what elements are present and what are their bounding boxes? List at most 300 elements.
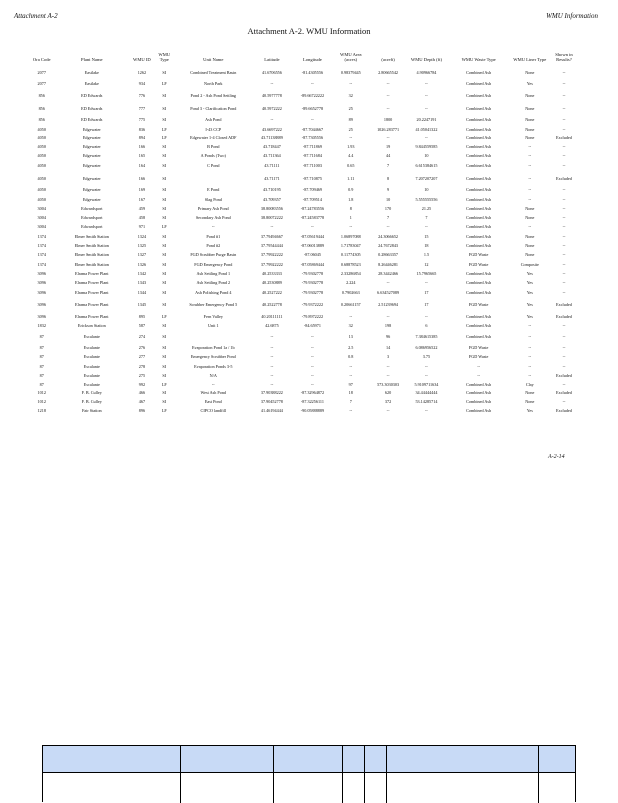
table-cell: None xyxy=(512,114,548,125)
table-cell: 8.26446281 xyxy=(369,259,407,269)
table-cell: 277 xyxy=(130,352,153,361)
table-cell: Elrama Power Plant xyxy=(53,287,130,297)
table-cell: 25 xyxy=(333,125,369,134)
table-cell: -- xyxy=(548,194,580,204)
table-cell: 20.2247191 xyxy=(407,114,445,125)
table-cell: 0.8 xyxy=(333,352,369,361)
table-cell: -- xyxy=(252,79,293,88)
table-row xyxy=(30,388,580,397)
table-row xyxy=(30,231,580,241)
table-cell: 169 xyxy=(130,185,153,194)
table-cell: -- xyxy=(407,222,445,231)
table-cell: 5.555555556 xyxy=(407,194,445,204)
table-cell: -- xyxy=(369,102,407,114)
col-header: WMU ID xyxy=(130,48,153,65)
table-cell: -- xyxy=(252,361,293,371)
table-cell: 41.46194444 xyxy=(252,406,293,415)
table-cell: 573.3030303 xyxy=(369,380,407,388)
table-cell: -- xyxy=(548,88,580,102)
blank-cell xyxy=(365,746,387,773)
wmu-table xyxy=(30,48,580,415)
table-cell: 42.6875 xyxy=(252,321,293,330)
table-cell: -- xyxy=(407,79,445,88)
table-row xyxy=(30,213,580,222)
table-cell: -87.32256111 xyxy=(292,397,333,406)
table-cell: Yes xyxy=(512,406,548,415)
table-cell: Edwardsport xyxy=(53,204,130,213)
blank-cell xyxy=(43,773,181,803)
table-cell: Edgewater xyxy=(53,194,130,204)
table-cell: 1.06897088 xyxy=(333,231,369,241)
table-cell: Combined Ash xyxy=(446,65,512,79)
table-cell: 0.98379445 xyxy=(333,65,369,79)
blank-table-fragment xyxy=(42,745,576,802)
table-cell: -- xyxy=(548,241,580,250)
table-cell: Yes xyxy=(512,269,548,278)
col-header: WMU Area (acres) xyxy=(333,48,369,65)
table-cell: Combined Ash xyxy=(446,388,512,397)
table-cell: SI xyxy=(154,141,175,151)
table-cell: None xyxy=(512,241,548,250)
table-cell: -- xyxy=(512,361,548,371)
table-cell: SI xyxy=(154,297,175,312)
table-cell: Primary Ash Pond xyxy=(175,204,252,213)
table-cell: F. B. Culley xyxy=(53,388,130,397)
table-cell: Erickson Station xyxy=(53,321,130,330)
table-cell: -89.6652778 xyxy=(292,102,333,114)
table-cell: 1.5 xyxy=(407,250,445,259)
blank-cell xyxy=(387,746,539,773)
table-cell: 2.33286854 xyxy=(333,269,369,278)
table-cell: Combined Ash xyxy=(446,287,512,297)
table-cell: 274 xyxy=(130,330,153,343)
table-cell: Combined Ash xyxy=(446,278,512,287)
table-cell: SI xyxy=(154,259,175,269)
table-cell: 1342 xyxy=(130,269,153,278)
table-cell: 32 xyxy=(333,321,369,330)
col-header: (acreft) xyxy=(369,48,407,65)
table-cell: 37.90388222 xyxy=(252,388,293,397)
table-cell: -- xyxy=(369,406,407,415)
table-cell: Eastlake xyxy=(53,79,130,88)
table-row xyxy=(30,222,580,231)
table-cell: -- xyxy=(369,278,407,287)
table-cell: -87.7044667 xyxy=(292,125,333,134)
col-header: Latitude xyxy=(252,48,293,65)
table-cell: Yes xyxy=(512,287,548,297)
table-cell: LF xyxy=(154,406,175,415)
table-cell: 166 xyxy=(130,141,153,151)
col-header: Longitude xyxy=(292,48,333,65)
table-cell: -- xyxy=(512,194,548,204)
table-cell: 856 xyxy=(30,114,53,125)
table-cell: 896 xyxy=(130,406,153,415)
table-cell: Elmer Smith Station xyxy=(53,259,130,269)
table-cell: Yes xyxy=(512,278,548,287)
table-cell: -87.7305556 xyxy=(292,134,333,141)
table-cell: -- xyxy=(292,114,333,125)
table-cell: 18 xyxy=(333,388,369,397)
table-cell: 1325 xyxy=(130,241,153,250)
table-cell: None xyxy=(512,65,548,79)
table-cell: Combined Ash xyxy=(446,125,512,134)
table-cell: F. B. Culley xyxy=(53,397,130,406)
table-cell: 6.634527089 xyxy=(369,287,407,297)
table-cell: 37.79922222 xyxy=(252,250,293,259)
table-cell: 4050 xyxy=(30,159,53,171)
table-cell: Combined Ash xyxy=(446,241,512,250)
table-cell: 40.2522778 xyxy=(252,297,293,312)
table-cell: 1343 xyxy=(130,278,153,287)
table-cell: Pond 2 - Ash Pond Settling xyxy=(175,88,252,102)
table-cell: -79.8972222 xyxy=(292,312,333,321)
table-cell: CIPCO landfill xyxy=(175,406,252,415)
table-cell: Elrama Power Plant xyxy=(53,312,130,321)
table-cell: -- xyxy=(548,361,580,371)
table-cell: Combined Ash xyxy=(446,185,512,194)
table-cell: Fair Station xyxy=(53,406,130,415)
table-cell: 10 xyxy=(407,151,445,159)
table-cell: SI xyxy=(154,287,175,297)
table-cell: FGD Waste xyxy=(446,352,512,361)
table-cell: 3 xyxy=(369,352,407,361)
table-cell: Edgewater xyxy=(53,134,130,141)
table-cell: 15 xyxy=(407,231,445,241)
table-row xyxy=(30,102,580,114)
table-cell: 2077 xyxy=(30,65,53,79)
table-cell: -- xyxy=(548,185,580,194)
table-cell: 3096 xyxy=(30,278,53,287)
table-cell: 43.71171 xyxy=(252,171,293,185)
table-cell: 40.5972222 xyxy=(252,102,293,114)
blank-table-row xyxy=(43,773,575,803)
table-cell: -- xyxy=(548,343,580,352)
table-cell: -- xyxy=(292,371,333,380)
table-cell: Evaporation Pond 1a / 1b xyxy=(175,343,252,352)
blank-cell xyxy=(181,746,274,773)
table-cell: Combined Ash xyxy=(446,171,512,185)
table-cell: 21.25 xyxy=(407,204,445,213)
table-cell: Yes xyxy=(512,312,548,321)
table-cell: C Pond xyxy=(175,159,252,171)
table-cell: 53.14285714 xyxy=(407,397,445,406)
table-cell: A Ponds (Two) xyxy=(175,151,252,159)
table-cell: Ash Pond xyxy=(175,114,252,125)
table-cell: Pond #1 xyxy=(175,231,252,241)
table-row xyxy=(30,287,580,297)
table-cell: -- xyxy=(407,406,445,415)
table-cell: 97 xyxy=(333,380,369,388)
table-cell: FGD Waste xyxy=(446,259,512,269)
table-row xyxy=(30,371,580,380)
table-cell: -- xyxy=(548,151,580,159)
table-cell: 9 xyxy=(369,185,407,194)
table-cell: Combined Ash xyxy=(446,151,512,159)
table-cell: 87 xyxy=(30,361,53,371)
col-header: WMU Waste Type xyxy=(446,48,512,65)
table-cell: SI xyxy=(154,250,175,259)
table-cell: SI xyxy=(154,361,175,371)
table-cell: -- xyxy=(548,213,580,222)
table-cell: None xyxy=(512,88,548,102)
table-cell: -87.32964872 xyxy=(292,388,333,397)
table-cell: Combined Ash xyxy=(446,321,512,330)
table-cell: 1 xyxy=(333,213,369,222)
table-cell: FGD Scrubber Purge Basin xyxy=(175,250,252,259)
table-row xyxy=(30,159,580,171)
table-cell: Edgewater 1-4 Closed ADF xyxy=(175,134,252,141)
table-cell: Escalante xyxy=(53,343,130,352)
running-header-left: Attachment A-2 xyxy=(14,12,58,20)
table-cell: Pond 3 - Clarification Pond xyxy=(175,102,252,114)
table-cell: -87.05619444 xyxy=(292,231,333,241)
table-cell: 4050 xyxy=(30,194,53,204)
table-cell: 275 xyxy=(130,371,153,380)
table-cell: 38.80072222 xyxy=(252,213,293,222)
table-cell: SI xyxy=(154,231,175,241)
table-cell: SI xyxy=(154,65,175,79)
table-cell: 32 xyxy=(333,88,369,102)
table-cell: 25 xyxy=(333,102,369,114)
table-cell: 276 xyxy=(130,343,153,352)
table-cell: N/A xyxy=(175,371,252,380)
table-cell: -- xyxy=(292,380,333,388)
table-cell: 4050 xyxy=(30,141,53,151)
table-cell: ED Edwards xyxy=(53,114,130,125)
table-cell: 894 xyxy=(130,134,153,141)
table-cell: 1326 xyxy=(130,259,153,269)
table-cell: -- xyxy=(548,125,580,134)
table-row xyxy=(30,352,580,361)
table-cell: 40.2530889 xyxy=(252,278,293,287)
table-cell: 4050 xyxy=(30,185,53,194)
table-cell: SI xyxy=(154,330,175,343)
table-cell: -87.711684 xyxy=(292,151,333,159)
table-cell: Scrubber Emergency Pond 5 xyxy=(175,297,252,312)
table-row xyxy=(30,79,580,88)
table-cell: FGD Waste xyxy=(446,297,512,312)
table-cell: 3096 xyxy=(30,312,53,321)
table-row xyxy=(30,297,580,312)
table-cell: Edwardsport xyxy=(53,222,130,231)
table-cell: Combined Ash xyxy=(446,406,512,415)
table-cell: -- xyxy=(407,134,445,141)
table-cell: -87.05869444 xyxy=(292,259,333,269)
table-cell: 2.51239694 xyxy=(369,297,407,312)
table-cell: -87.709469 xyxy=(292,185,333,194)
table-row xyxy=(30,406,580,415)
table-cell: 8 xyxy=(333,204,369,213)
table-cell: -- xyxy=(548,269,580,278)
table-cell: Edgewater xyxy=(53,185,130,194)
table-row xyxy=(30,141,580,151)
table-cell: 4050 xyxy=(30,125,53,134)
table-row xyxy=(30,204,580,213)
table-cell: -- xyxy=(548,159,580,171)
table-cell: 9.844559585 xyxy=(407,141,445,151)
table-cell: LF xyxy=(154,312,175,321)
blank-cell xyxy=(365,773,387,803)
table-cell: 40.2533333 xyxy=(252,269,293,278)
table-cell: Escalante xyxy=(53,352,130,361)
table-cell: -- xyxy=(252,352,293,361)
table-body xyxy=(30,65,580,415)
table-cell: Excluded xyxy=(548,371,580,380)
table-cell: -87.06045 xyxy=(292,250,333,259)
table-cell: Edgewater xyxy=(53,171,130,185)
table-cell: SI xyxy=(154,159,175,171)
table-cell: 1.93 xyxy=(333,141,369,151)
table-cell: 0.9 xyxy=(333,185,369,194)
table-row xyxy=(30,250,580,259)
table-cell: -- xyxy=(512,171,548,185)
table-cell: -87.710875 xyxy=(292,171,333,185)
table-cell: -- xyxy=(407,361,445,371)
table-cell: 43.6697222 xyxy=(252,125,293,134)
table-cell: 1800 xyxy=(369,114,407,125)
table-cell: -- xyxy=(512,321,548,330)
table-cell: -87.24783556 xyxy=(292,204,333,213)
table-cell: 1327 xyxy=(130,250,153,259)
blank-cell xyxy=(539,773,575,803)
table-cell: 2077 xyxy=(30,79,53,88)
table-cell: -87.709514 xyxy=(292,194,333,204)
table-cell: Combined Ash xyxy=(446,312,512,321)
table-cell: SI xyxy=(154,269,175,278)
table-cell: Yes xyxy=(512,297,548,312)
table-cell: -- xyxy=(512,343,548,352)
table-cell: Excluded xyxy=(548,406,580,415)
table-cell: 6 xyxy=(407,321,445,330)
table-cell: FGD Waste xyxy=(446,343,512,352)
table-cell: Elrama Power Plant xyxy=(53,278,130,287)
blank-table xyxy=(43,746,575,803)
table-cell: -- xyxy=(292,352,333,361)
table-cell: East Pond xyxy=(175,397,252,406)
table-cell: 0.11774305 xyxy=(333,250,369,259)
table-cell: None xyxy=(512,388,548,397)
table-cell: 7.384615385 xyxy=(407,330,445,343)
table-cell: Combined Ash xyxy=(446,330,512,343)
table-cell xyxy=(175,171,252,185)
table-cell: -- xyxy=(548,250,580,259)
table-cell: None xyxy=(512,125,548,134)
table-cell: FGD Emergency Pond xyxy=(175,259,252,269)
table-cell: -- xyxy=(407,102,445,114)
table-cell: Excluded xyxy=(548,312,580,321)
table-row xyxy=(30,278,580,287)
table-cell: 1344 xyxy=(130,287,153,297)
table-cell: 776 xyxy=(130,88,153,102)
table-row xyxy=(30,380,580,388)
table-cell: 856 xyxy=(30,102,53,114)
table-cell: -- xyxy=(333,79,369,88)
table-cell: Composite xyxy=(512,259,548,269)
table-cell: Combined Ash xyxy=(446,222,512,231)
table-row xyxy=(30,65,580,79)
table-cell: 6.615384615 xyxy=(407,159,445,171)
table-cell: -- xyxy=(292,343,333,352)
table-cell: 3004 xyxy=(30,213,53,222)
table-cell: Combined Ash xyxy=(446,269,512,278)
table-cell: 17 xyxy=(407,297,445,312)
table-cell: -87.711003 xyxy=(292,159,333,171)
blank-cell xyxy=(274,773,343,803)
table-cell: Slag Pond xyxy=(175,194,252,204)
table-cell: 43.71111 xyxy=(252,159,293,171)
table-cell: -- xyxy=(548,65,580,79)
table-cell: Escalante xyxy=(53,361,130,371)
table-cell: None xyxy=(512,134,548,141)
table-cell: -- xyxy=(548,380,580,388)
table-cell: 7 xyxy=(333,397,369,406)
table-cell: Combined Ash xyxy=(446,114,512,125)
col-header: Plant Name xyxy=(53,48,130,65)
table-cell: 34.44444444 xyxy=(407,388,445,397)
table-cell: 1026.283771 xyxy=(369,125,407,134)
table-cell: -90.05888889 xyxy=(292,406,333,415)
table-cell: 1324 xyxy=(130,231,153,241)
table-cell: 40.5977778 xyxy=(252,88,293,102)
table-cell: 43.709357 xyxy=(252,194,293,204)
table-cell: 3096 xyxy=(30,297,53,312)
table-cell: 934 xyxy=(130,79,153,88)
table-cell: SI xyxy=(154,241,175,250)
table-cell: Combined Ash xyxy=(446,134,512,141)
table-cell: Combined Ash xyxy=(446,141,512,151)
table-cell: -- xyxy=(407,371,445,380)
table-cell: 10 xyxy=(369,194,407,204)
table-cell: -- xyxy=(175,222,252,231)
table-cell: 41.6706556 xyxy=(252,65,293,79)
table-cell: 198 xyxy=(369,321,407,330)
table-cell: 4050 xyxy=(30,171,53,185)
table-cell: -- xyxy=(446,371,512,380)
col-header: WMU Type xyxy=(154,48,175,65)
table-cell: 37.79922222 xyxy=(252,259,293,269)
table-cell: 3096 xyxy=(30,269,53,278)
table-cell: SI xyxy=(154,213,175,222)
table-cell: 3004 xyxy=(30,222,53,231)
table-cell: Excluded xyxy=(548,171,580,185)
table-cell: Combined Ash xyxy=(446,380,512,388)
table-cell: 41.05041322 xyxy=(407,125,445,134)
table-row xyxy=(30,241,580,250)
table-cell: 87 xyxy=(30,352,53,361)
table-cell: -- xyxy=(369,79,407,88)
table-cell: -- xyxy=(548,79,580,88)
table-cell: Elmer Smith Station xyxy=(53,250,130,259)
table-cell: -- xyxy=(512,151,548,159)
table-cell: 43.71138889 xyxy=(252,134,293,141)
table-cell: -79.9372222 xyxy=(292,297,333,312)
table-cell: Combined Ash xyxy=(446,213,512,222)
table-row xyxy=(30,194,580,204)
table-cell: 1218 xyxy=(30,406,53,415)
table-row xyxy=(30,125,580,134)
table-cell: 1374 xyxy=(30,259,53,269)
table-cell: 40.20111111 xyxy=(252,312,293,321)
table-cell: 0.7902663 xyxy=(333,287,369,297)
table-cell: -- xyxy=(548,259,580,269)
table-cell: 992 xyxy=(130,380,153,388)
table-cell: SI xyxy=(154,397,175,406)
table-cell: None xyxy=(512,250,548,259)
table-cell: 1.11 xyxy=(333,171,369,185)
table-cell: 167 xyxy=(130,194,153,204)
table-cell: SI xyxy=(154,102,175,114)
table-row xyxy=(30,269,580,278)
